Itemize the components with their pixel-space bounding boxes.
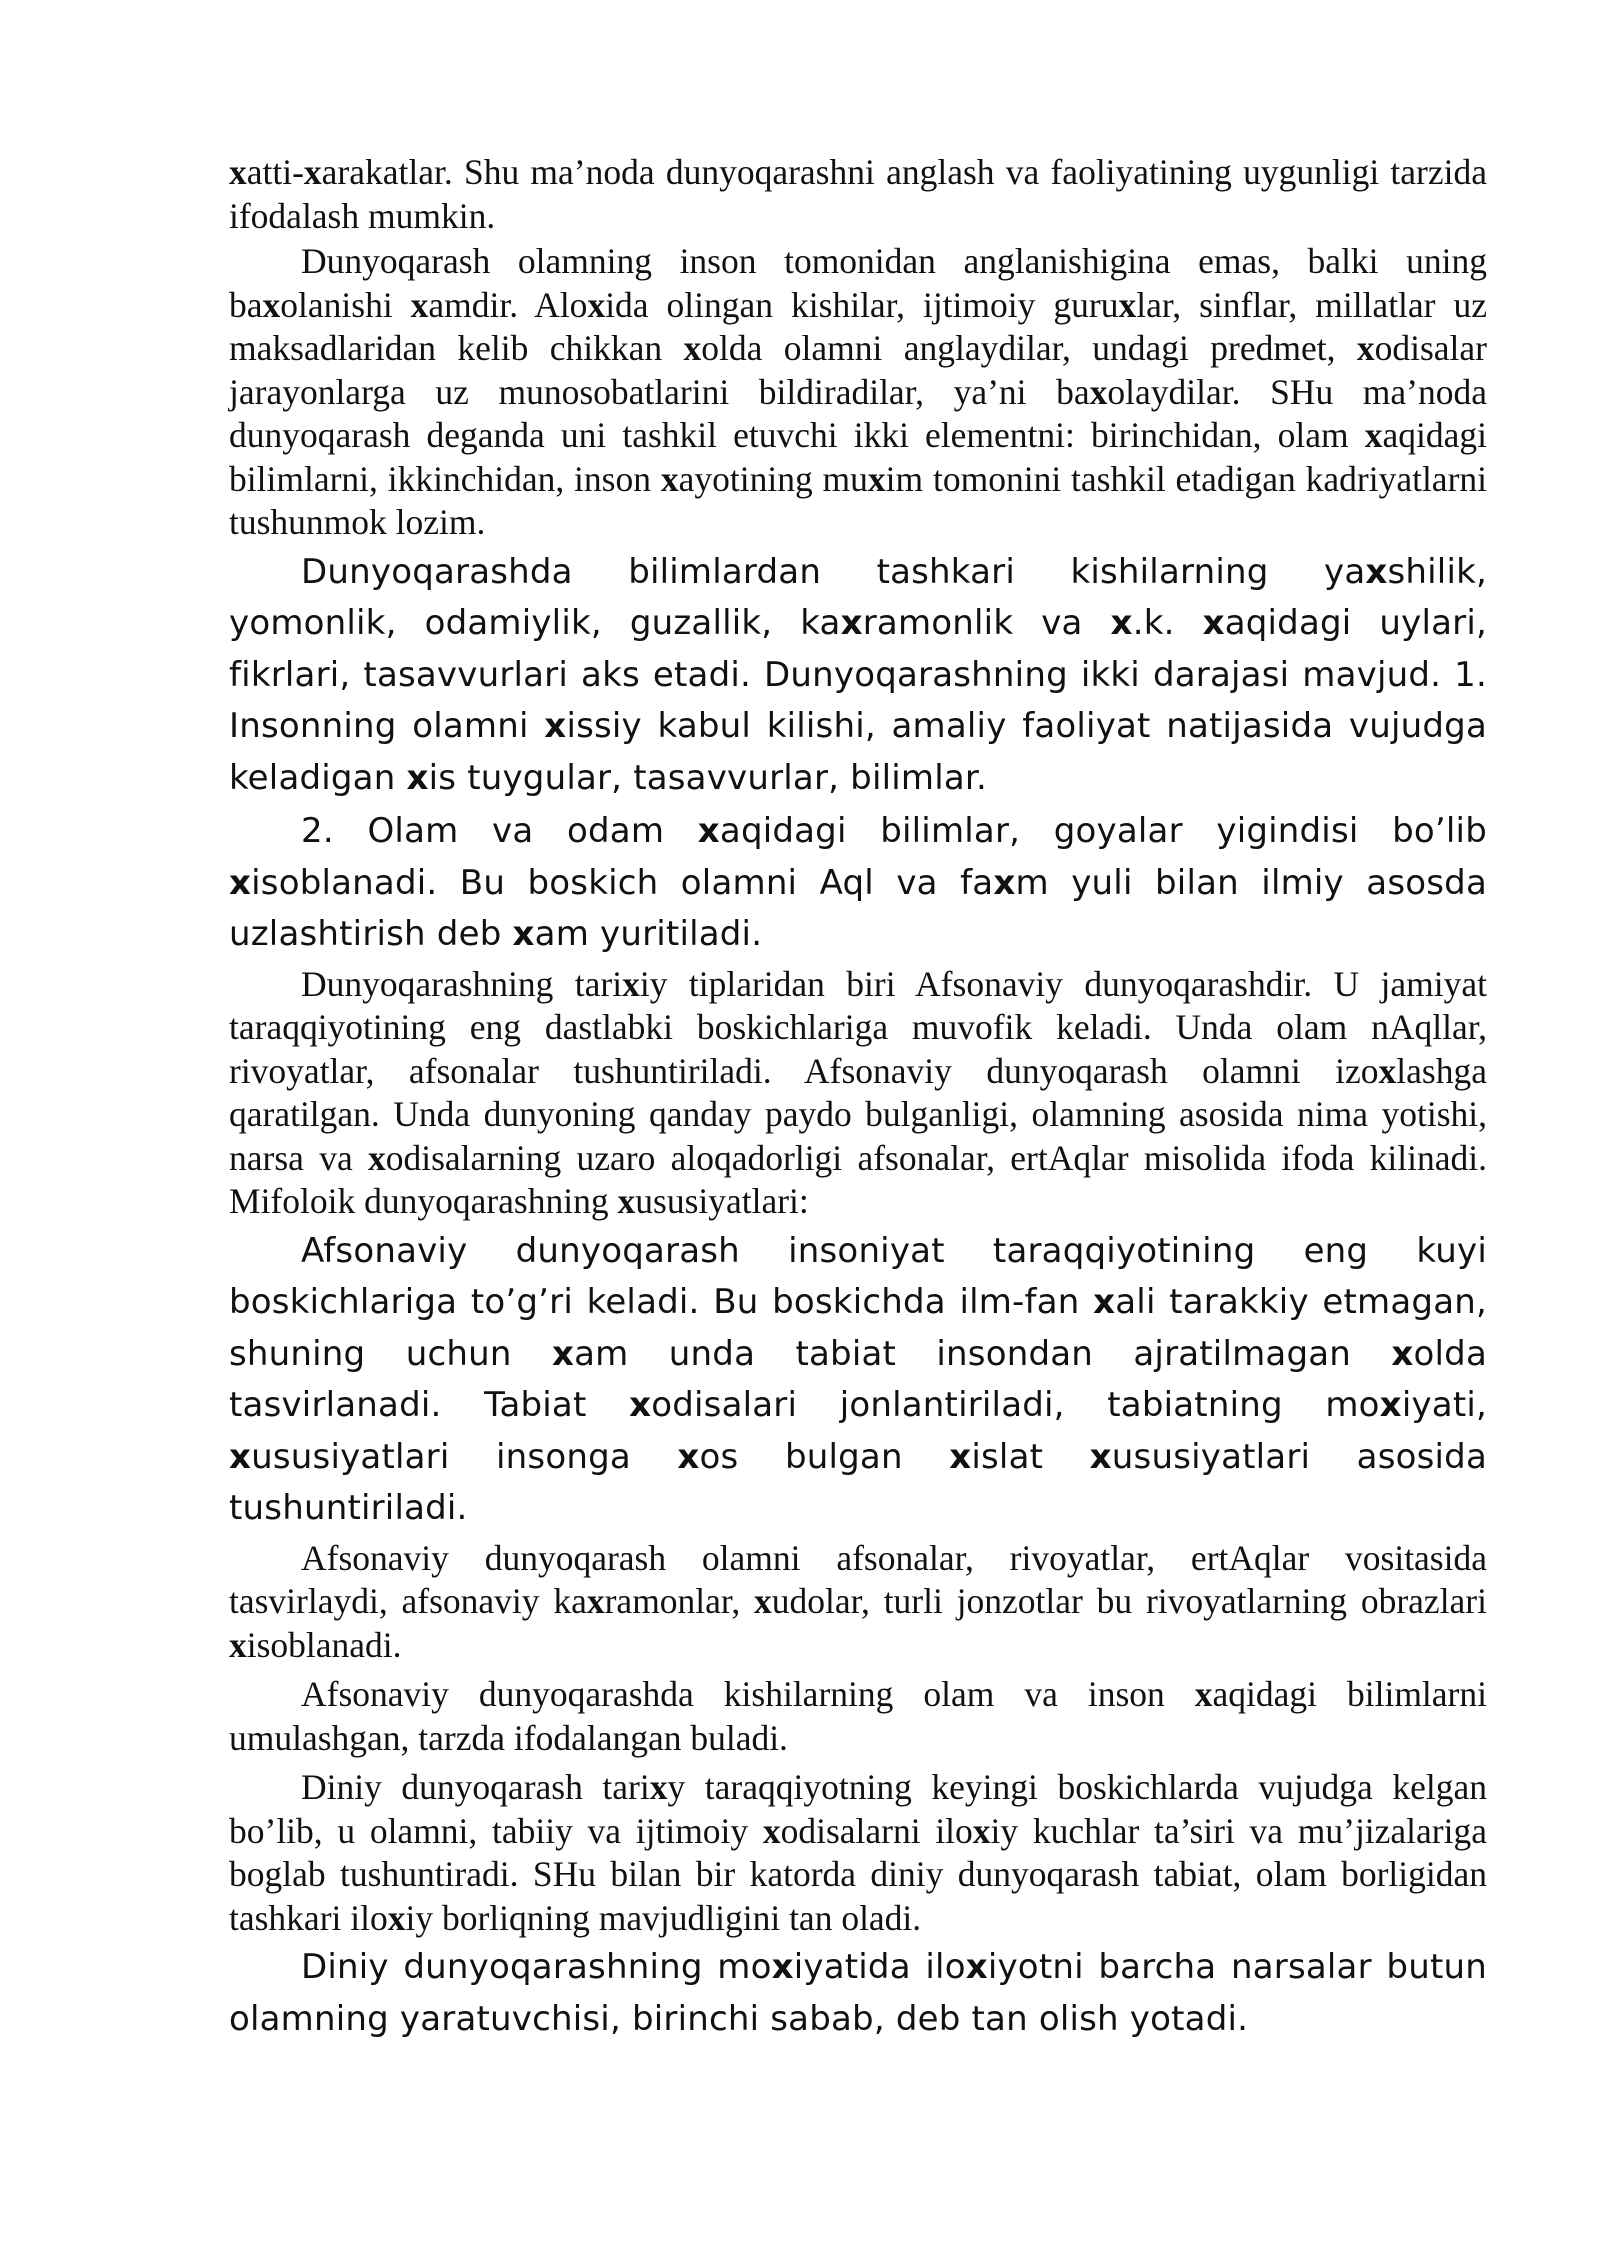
paragraph-9: Diniy dunyoqarash tarixy taraqqiyotning keyingi boskichlarda vujudga kelgan bo’lib, u olamni, tabiiy va ijtimoiy xodisalarni iloxiy kuchlar ta’siri va mu’jizalariga boglab tushuntiradi. SHu bilan bir katorda diniy dunyoqarash tabiat, olam borligidan tashkari iloxiy borliqning mavjudligini tan oladi. <box>229 1767 1487 1938</box>
paragraph-4: 2. Olam va odam xaqidagi bilimlar, goyalar yigindisi bo’lib xisoblanadi. Bu boskich olamni Aql va faxm yuli bilan ilmiy asosda uzlashtirish deb xam yuritiladi. <box>229 811 1487 954</box>
paragraph-3: Dunyoqarashda bilimlardan tashkari kishilarning yaxshilik, yomonlik, odamiylik, guzallik, kaxramonlik va x.k. xaqidagi uylari, fikrlari, tasavvurlari aks etadi. Dunyoqarashning ikki darajasi mavjud. 1. Insonning olamni xissiy kabul kilishi, amaliy faoliyat natijasida vujudga keladigan xis tuygular, tasavvurlar, bilimlar. <box>229 551 1487 798</box>
paragraph-7: Afsonaviy dunyoqarash olamni afsonalar, rivoyatlar, ertAqlar vositasida tasvirlaydi, afsonaviy kaxramonlar, xudolar, turli jonzotlar bu rivoyatlarning obrazlari xisoblanadi. <box>229 1537 1487 1665</box>
document-page <box>229 151 1487 2045</box>
paragraph-2: Dunyoqarash olamning inson tomonidan anglanishigina emas, balki uning baxolanishi xamdir. Aloxida olingan kishilar, ijtimoiy guruxlar, sinflar, millatlar uz maksadlaridan kelib chikkan xolda olamni anglaydilar, undagi predmet, xodisalar jarayonlarga uz munosobatlarini bildiradilar, ya’ni baxolaydilar. SHu ma’noda dunyoqarash deganda uni tashkil etuvchi ikki elementni: birinchidan, olam xaqidagi bilimlarni, ikkinchidan, inson xayotining muxim tomonini tashkil etadigan kadriyatlarni tushunmok lozim. <box>229 241 1487 542</box>
paragraph-1: xatti-xarakatlar. Shu ma’noda dunyoqarashni anglash va faoliyatining uygunligi tarzida ifodalash mumkin. <box>229 152 1487 236</box>
paragraph-8: Afsonaviy dunyoqarashda kishilarning olam va inson xaqidagi bilimlarni umulashgan, tarzda ifodalangan buladi. <box>229 1674 1487 1758</box>
paragraph-10: Diniy dunyoqarashning moxiyatida iloxiyotni barcha narsalar butun olamning yaratuvchisi, birinchi sabab, deb tan olish yotadi. <box>229 1947 1487 2039</box>
paragraph-6: Afsonaviy dunyoqarash insoniyat taraqqiyotining eng kuyi boskichlariga to’g’ri keladi. Bu boskichda ilm-fan xali tarakkiy etmagan, shuning uchun xam unda tabiat insondan ajratilmagan xolda tasvirlanadi. Tabiat xodisalari jonlantiriladi, tabiatning moxiyati, xususiyatlari insonga xos bulgan xislat xususiyatlari asosida tushuntiriladi. <box>229 1230 1487 1528</box>
paragraph-5: Dunyoqarashning tarixiy tiplaridan biri Afsonaviy dunyoqarashdir. U jamiyat taraqqiyotining eng dastlabki boskichlariga muvofik keladi. Unda olam nAqllar, rivoyatlar, afsonalar tushuntiriladi. Afsonaviy dunyoqarash olamni izoxlashga qaratilgan. Unda dunyoning qanday paydo bulganligi, olamning asosida nima yotishi, narsa va xodisalarning uzaro aloqadorligi afsonalar, ertAqlar misolida ifoda kilinadi. Mifoloik dunyoqarashning xususiyatlari: <box>229 963 1487 1221</box>
